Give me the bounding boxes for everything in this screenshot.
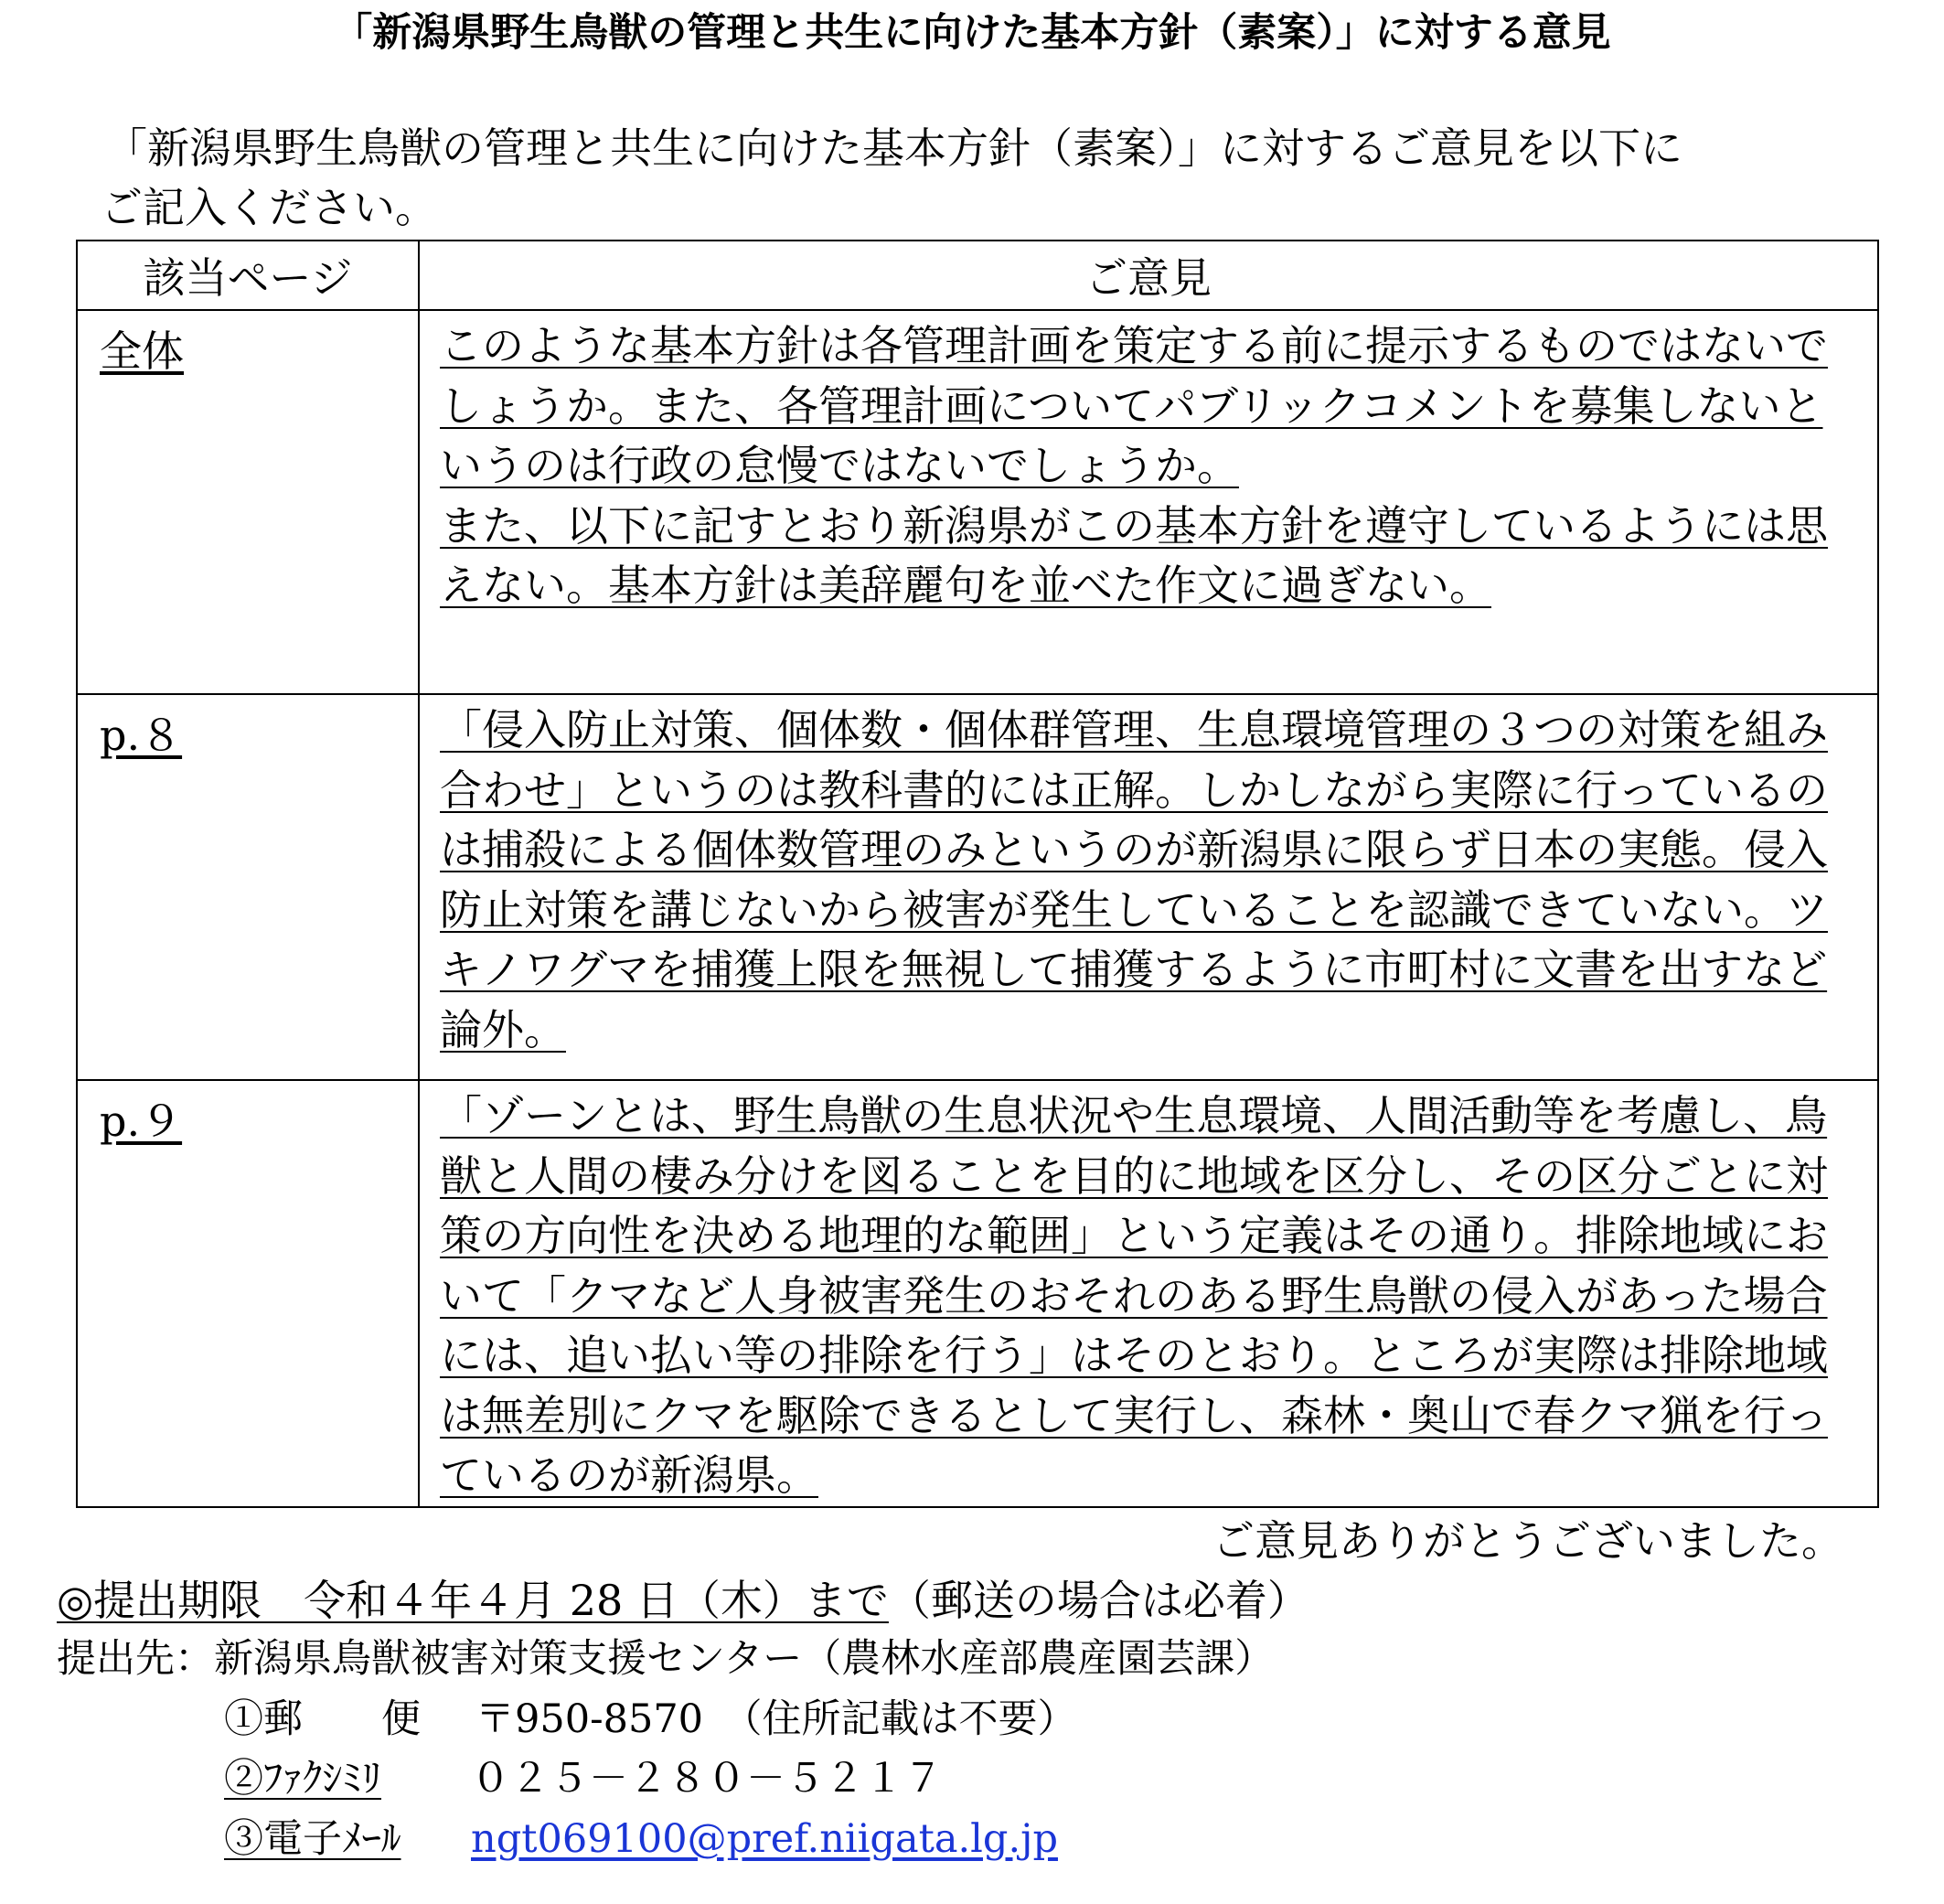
email-link[interactable]: ngt069100@pref.niigata.lg.jp — [471, 1816, 1058, 1862]
mail-label: ①郵 便 — [224, 1696, 421, 1742]
opinion-text: 「ゾーンとは、野生鳥獣の生息状況や生息環境、人間活動等を考慮し、鳥獣と人間の棲み分けを図ることを目的に地域を区分し、その区分ごとに対策の方向性を決める地理的な範囲」という定義はその通り。排除地域において「クマなど人身被害発生のおそれのある野生鳥獣の侵入があった場合には、追い払い等の排除を行う」はそのとおり。ところが実際は排除地域は無差別にクマを駆除できるとして実行し、森林・奥山で春クマ猟を行っているのが新潟県。 — [440, 1091, 1828, 1500]
intro-line-2: ご記入ください。 — [101, 183, 437, 232]
table-row — [77, 310, 1878, 694]
opinion-cell[interactable] — [419, 310, 1878, 694]
deadline-label: ◎提出期限 令和４年４月 28 日（木）まで — [57, 1576, 889, 1625]
contact-fax — [224, 1752, 943, 1805]
fax-value: ０２５－２８０－５２１７ — [471, 1756, 943, 1802]
fax-label: ②ﾌｧｸｼﾐﾘ — [224, 1756, 381, 1802]
mail-value: 〒950-8570 （住所記載は不要） — [475, 1696, 1077, 1742]
page-ref: 全体 — [100, 326, 184, 376]
opinion-paragraph — [440, 497, 1859, 616]
document-title: 「新潟県野生鳥獣の管理と共生に向けた基本方針（素案）」に対する意見 — [333, 10, 1611, 56]
contact-mail — [224, 1693, 1077, 1746]
opinion-cell[interactable] — [419, 1080, 1878, 1507]
opinion-paragraph — [440, 1086, 1859, 1506]
opinion-text: また、以下に記すとおり新潟県がこの基本方針を遵守しているようには思えない。基本方針は美辞麗句を並べた作文に過ぎない。 — [440, 500, 1828, 610]
header-opinion: ご意見 — [419, 241, 1878, 310]
opinion-paragraph — [440, 701, 1859, 1060]
table-header-row — [77, 241, 1878, 310]
opinion-text: このような基本方針は各管理計画を策定する前に提示するものではないでしょうか。また、各管理計画についてパブリックコメントを募集しないというのは行政の怠慢ではないでしょうか。 — [440, 321, 1828, 490]
table-row — [77, 694, 1878, 1080]
page-cell — [77, 1080, 419, 1507]
contact-email — [224, 1813, 1058, 1866]
page-cell — [77, 310, 419, 694]
opinion-table — [76, 240, 1879, 1508]
deadline-note: （郵送の場合は必着） — [888, 1576, 1309, 1625]
page-ref: p.９ — [100, 1096, 183, 1146]
thanks-message: ご意見ありがとうございました。 — [1212, 1516, 1843, 1566]
intro-line-1: 「新潟県野生鳥獣の管理と共生に向けた基本方針（素案）」に対するご意見を以下に — [105, 123, 1682, 173]
table-row — [77, 1080, 1878, 1507]
opinion-paragraph — [440, 316, 1859, 497]
header-page: 該当ページ — [77, 241, 419, 310]
page-ref: p.８ — [100, 711, 183, 760]
opinion-cell[interactable] — [419, 694, 1878, 1080]
page-cell — [77, 694, 419, 1080]
intro-text — [101, 119, 1843, 238]
email-label: ③電子ﾒｰﾙ — [224, 1816, 401, 1862]
opinion-text: 「侵入防止対策、個体数・個体群管理、生息環境管理の３つの対策を組み合わせ」というのは教科書的には正解。しかしながら実際に行っているのは捕殺による個体数管理のみというのが新潟県に限らず日本の実態。侵入防止対策を講じないから被害が発生していることを認識できていない。ツキノワグマを捕獲上限を無視して捕獲するように市町村に文書を出すなど論外。 — [440, 705, 1828, 1054]
deadline — [57, 1573, 1309, 1628]
submission-destination: 提出先：新潟県鳥獣被害対策支援センター（農林水産部農産園芸課） — [57, 1636, 1275, 1682]
